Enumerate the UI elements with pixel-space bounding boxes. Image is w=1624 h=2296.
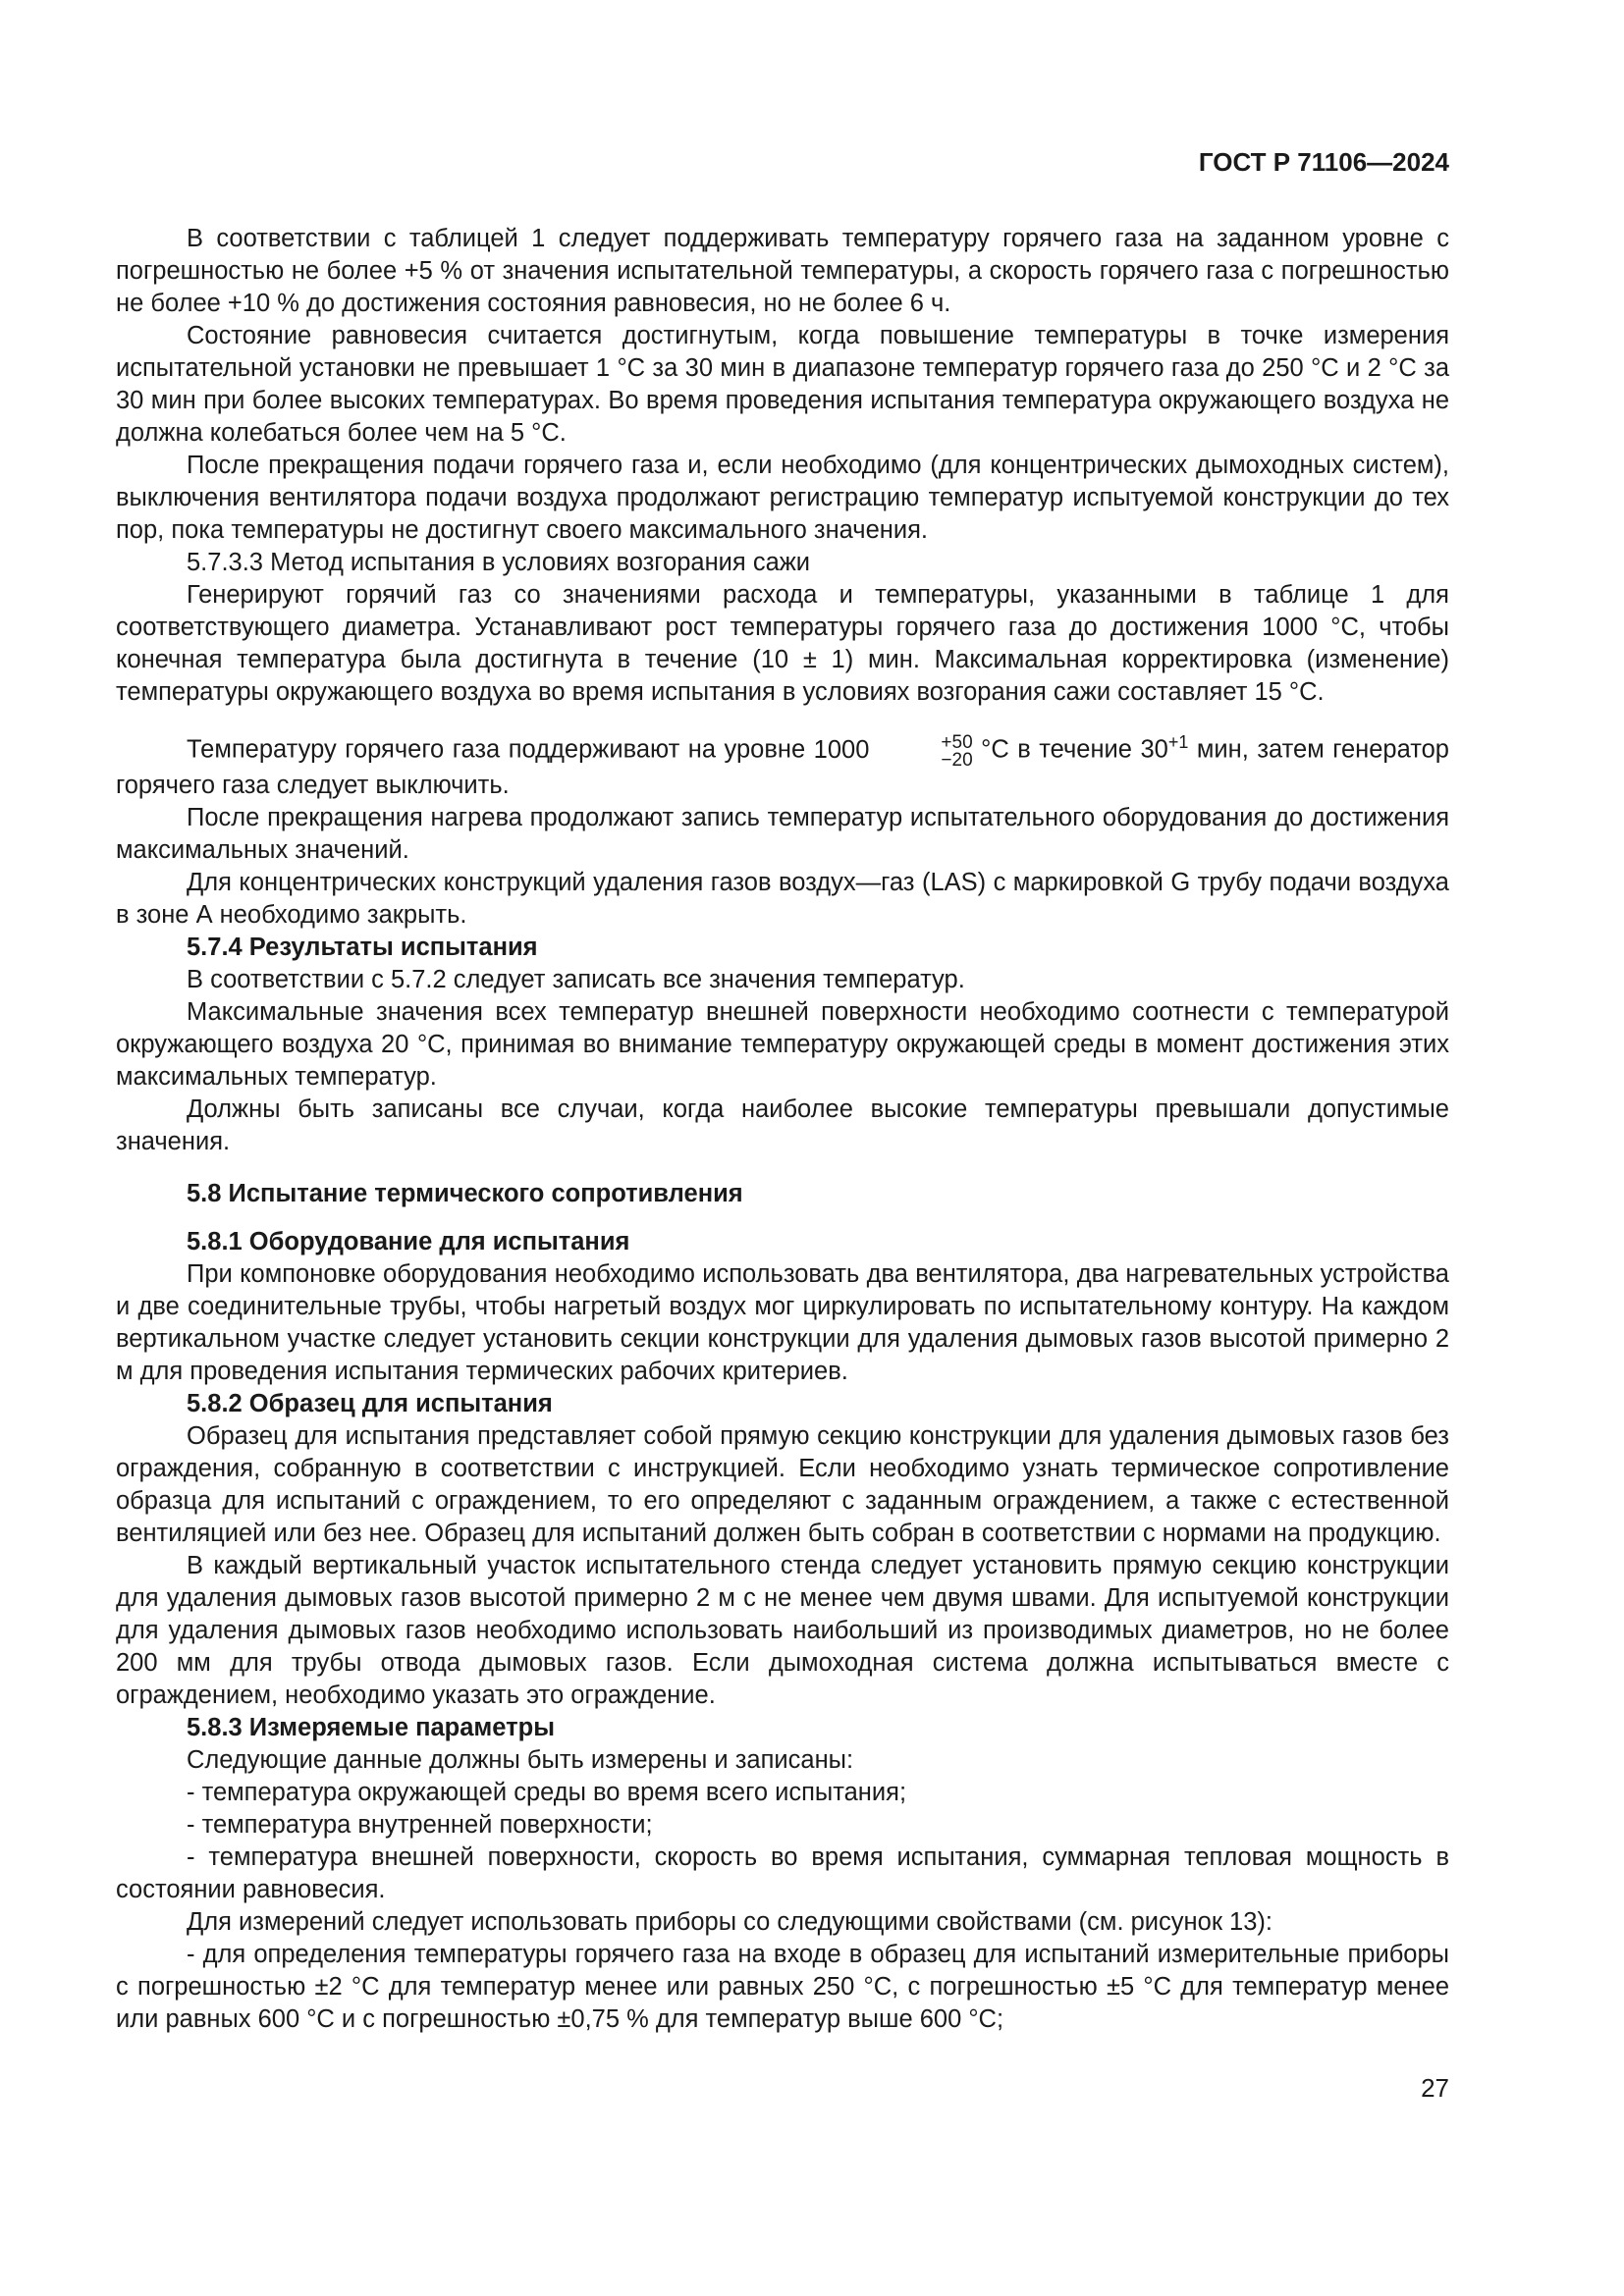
paragraph: Образец для испытания представляет собой прямую секцию конструкции для удаления дымовых газов без ограждения, собранную в соответствии с инструкцией. Если необходимо узнать термическое сопротивление образца для испытаний с ограждением, то его определяют с заданным ограждением, а также с естественной вентиляцией или без нее. Образец для испытаний должен быть собран в соответствии с нормами на продукцию. (116, 1422, 1449, 1548)
page-number: 27 (1421, 2073, 1449, 2103)
paragraph: Для измерений следует использовать приборы со следующими свойствами (см. рисунок 13): (187, 1908, 1273, 1937)
formula-text: мин, затем генератор горячего газа следует выключить. (116, 735, 1449, 800)
paragraph: В соответствии с таблицей 1 следует поддерживать температуру горячего газа на заданном уровне с погрешностью не более +5 % от значения испытательной температуры, а скорость горячего газа с погрешностью не более +10 % до достижения состояния равновесия, но не более 6 ч. (116, 225, 1449, 317)
paragraph-formula (116, 726, 1449, 802)
list-item: - температура окружающей среды во время всего испытания; (187, 1779, 907, 1807)
document-header: ГОСТ Р 71106—2024 (1198, 147, 1449, 177)
formula-text: °С в течение 30 (972, 735, 1168, 764)
section-heading: 5.8.3 Измеряемые параметры (187, 1714, 555, 1742)
paragraph: Для концентрических конструкций удаления газов воздух—газ (LAS) с маркировкой G трубу подачи воздуха в зоне А необходимо закрыть. (116, 869, 1449, 930)
paragraph: Следующие данные должны быть измерены и записаны: (187, 1746, 854, 1775)
paragraph: После прекращения подачи горячего газа и, если необходимо (для концентрических дымоходных систем), выключения вентилятора подачи воздуха продолжают регистрацию температур испытуемой конструкции до тех пор, пока температуры не достигнут своего максимального значения. (116, 452, 1449, 544)
paragraph: В каждый вертикальный участок испытательного стенда следует установить прямую секцию конструкции для удаления дымовых газов высотой примерно 2 м с не менее чем двумя швами. Для испытуемой конструкции для удаления дымовых газов необходимо использовать наибольший из производимых диаметров, но не более 200 мм для трубы отвода дымовых газов. Если дымоходная система должна испытываться вместе с ограждением, необходимо указать это ограждение. (116, 1552, 1449, 1710)
section-heading: 5.8.1 Оборудование для испытания (187, 1228, 630, 1256)
paragraph: При компоновке оборудования необходимо использовать два вентилятора, два нагревательных устройства и две соединительные трубы, чтобы нагретый воздух мог циркулировать по испытательному контуру. На каждом вертикальном участке следует установить секции конструкции для удаления дымовых газов высотой примерно 2 м для проведения испытания термических рабочих критериев. (116, 1260, 1449, 1386)
tolerance-sup: +1 (1167, 732, 1189, 752)
list-item: - температура внешней поверхности, скорость во время испытания, суммарная тепловая мощность в состоянии равновесия. (116, 1843, 1449, 1904)
paragraph: Генерируют горячий газ со значениями расхода и температуры, указанными в таблице 1 для соответствующего диаметра. Устанавливают рост температуры горячего газа до достижения 1000 °С, чтобы конечная температура была достигнута в течение (10 ± 1) мин. Максимальная корректировка (изменение) температуры окружающего воздуха во время испытания в условиях возгорания сажи составляет 15 °С. (116, 581, 1449, 706)
body-text (116, 223, 1449, 2036)
section-heading: 5.8 Испытание термического сопротивления (187, 1180, 743, 1208)
paragraph: После прекращения нагрева продолжают запись температур испытательного оборудования до достижения максимальных значений. (116, 804, 1449, 865)
list-item: - температура внутренней поверхности; (187, 1811, 653, 1840)
paragraph: Должны быть записаны все случаи, когда наиболее высокие температуры превышали допустимые значения. (116, 1095, 1449, 1156)
subsection-title: 5.7.3.3 Метод испытания в условиях возгорания сажи (187, 549, 811, 576)
formula-value: 1000 +50 −20 (813, 732, 973, 772)
paragraph: Состояние равновесия считается достигнутым, когда повышение температуры в точке измерения испытательной установки не превышает 1 °С за 30 мин в диапазоне температур горячего газа до 250 °С и 2 °С за 30 мин при более высоких температурах. Во время проведения испытания температура окружающего воздуха не должна колебаться более чем на 5 °С. (116, 322, 1449, 447)
section-heading: 5.7.4 Результаты испытания (187, 934, 538, 962)
paragraph: В соответствии с 5.7.2 следует записать все значения температур. (187, 966, 965, 994)
section-heading: 5.8.2 Образец для испытания (187, 1390, 553, 1418)
list-item: - для определения температуры горячего газа на входе в образец для испытаний измерительные приборы с погрешностью ±2 °С для температур менее или равных 250 °С, с погрешностью ±5 °С для температур менее или равных 600 °С и с погрешностью ±0,75 % для температур выше 600 °С; (116, 1941, 1449, 2034)
tolerance: +50 −20 (941, 732, 973, 772)
paragraph: Максимальные значения всех температур внешней поверхности необходимо соотнести с температурой окружающего воздуха 20 °С, принимая во внимание температуру окружающей среды в момент достижения этих максимальных температур. (116, 998, 1449, 1092)
formula-text: Температуру горячего газа поддерживают на уровне (187, 735, 814, 764)
